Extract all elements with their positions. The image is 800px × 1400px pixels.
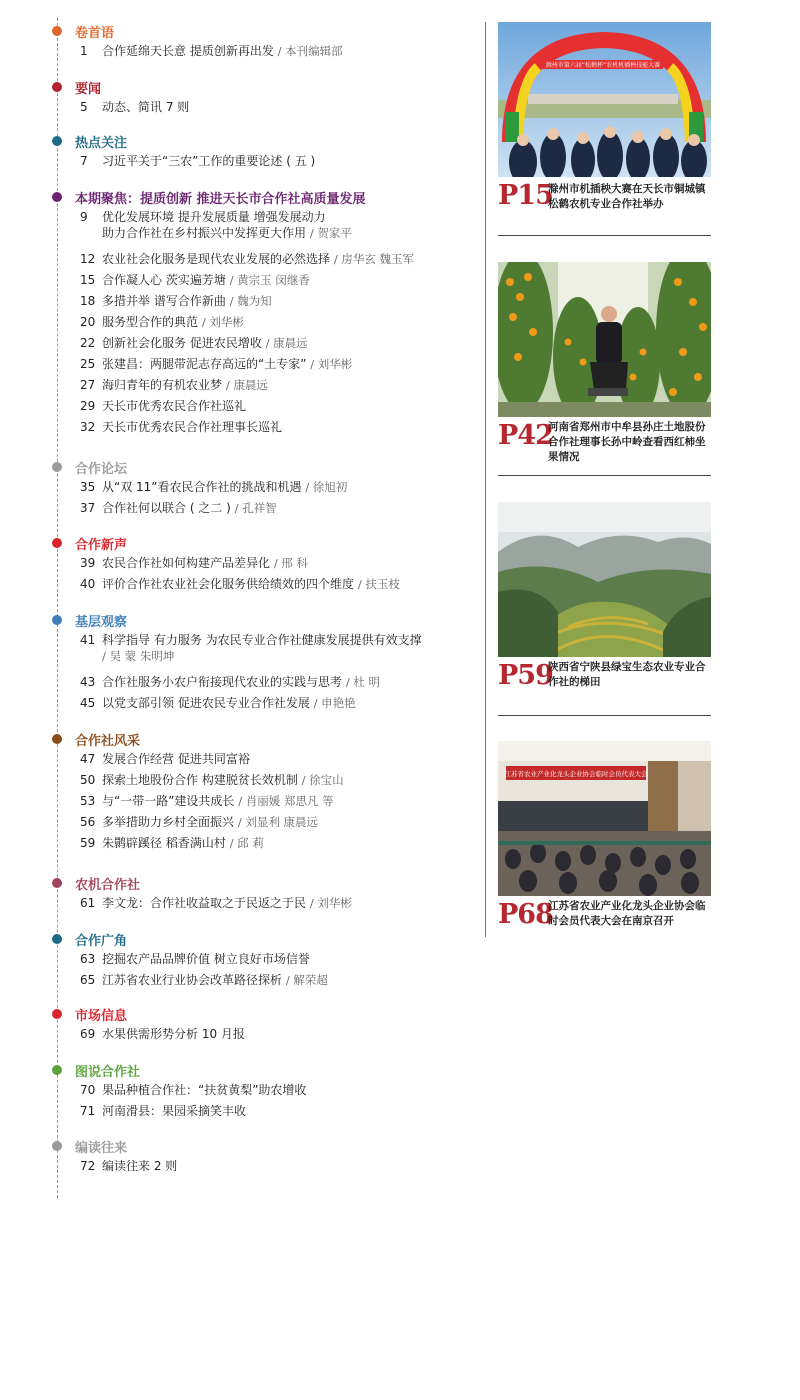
section-title[interactable]: 本期聚焦：提质创新 推进天长市合作社高质量发展 [75,192,366,207]
article-title: 从“双 11”看农民合作社的挑战和机遇 [102,480,302,494]
toc-entry[interactable] [80,335,308,351]
article-author: / 解荣超 [285,973,328,987]
article-title: 科学指导 有力服务 为农民专业合作社健康发展提供有效支撑 [102,633,422,647]
section-title[interactable]: 合作新声 [75,538,128,553]
page-number: 22 [80,336,96,350]
section-title[interactable]: 要闻 [75,82,102,97]
photo-caption: 陕西省宁陕县绿宝生态农业专业合作社的梯田 [548,661,706,688]
page-number: 45 [80,696,96,710]
page-number: 32 [80,420,96,434]
section-dot-icon [52,1141,62,1151]
page-code: P42 [498,420,553,451]
article-author: / 本刊编辑部 [277,44,343,58]
page-number: 61 [80,896,96,910]
toc-entry[interactable] [80,272,310,288]
section-dot-icon [52,934,62,944]
page-number: 47 [80,752,96,766]
article-author: / 徐旭初 [305,480,348,494]
toc-entry[interactable] [80,314,244,330]
page-number: 1 [80,44,88,58]
article-author: / 杜 明 [345,675,381,689]
section-title[interactable]: 编读往来 [75,1141,128,1156]
toc-entry[interactable] [80,951,310,967]
section-dot-icon [52,1009,62,1019]
article-title: 河南滑县：果园采摘笑丰收 [102,1104,247,1118]
article-title: 发展合作经营 促进共同富裕 [102,752,250,766]
article-author: / 邱 莉 [229,836,264,850]
article-title: 合作社服务小农户衔接现代农业的实践与思考 [102,675,343,689]
page-number: 72 [80,1159,96,1173]
toc-entry[interactable] [80,751,250,767]
article-author: / 黄宗玉 闵继香 [229,273,310,287]
section-title[interactable]: 合作广角 [75,934,128,949]
page-number: 43 [80,675,96,689]
toc-entry[interactable] [80,153,315,169]
article-title: 多举措助力乡村全面振兴 [102,815,235,829]
toc-entry[interactable] [80,555,308,571]
article-author: / 康晨远 [225,378,268,392]
article-author: / 刘华彬 [310,357,353,371]
article-author: / 刘显利 康晨远 [237,815,319,829]
page-number: 53 [80,794,96,808]
page-number: 41 [80,633,96,647]
section-title[interactable]: 农机合作社 [75,878,141,893]
section-title[interactable]: 基层观察 [75,615,128,630]
section-title[interactable]: 卷首语 [75,26,115,41]
feature-p59[interactable] [498,502,711,697]
section-title[interactable]: 市场信息 [75,1009,128,1024]
toc-entry[interactable] [80,674,380,690]
page-number: 25 [80,357,96,371]
arch-crowd-photo [498,22,711,177]
article-title: 天长市优秀农民合作社理事长巡礼 [102,420,283,434]
page-number: 5 [80,100,88,114]
page-number: 12 [80,252,96,266]
section-dot-icon [52,462,62,472]
article-author: / 吴 蒙 朱明坤 [102,649,175,663]
toc-entry[interactable] [80,209,352,241]
photo-caption: 河南省郑州市中牟县孙庄土地股份合作社理事长孙中岭查看西红柿坐果情况 [548,421,706,463]
article-title: 与“一带一路”建设共成长 [102,794,235,808]
section-title[interactable]: 热点关注 [75,136,128,151]
article-title: 编读往来 2 则 [102,1159,178,1173]
article-author: / 申艳艳 [313,696,356,710]
photo-caption: 江苏省农业产业化龙头企业协会临时会员代表大会在南京召开 [548,900,706,927]
article-title: 水果供需形势分析 10 月报 [102,1027,245,1041]
toc-entry[interactable] [80,1082,306,1098]
article-title: 海归青年的有机农业梦 [102,378,223,392]
article-title: 合作凝人心 茨实遍芳塘 [102,273,226,287]
toc-entry[interactable] [80,479,347,495]
article-title: 果品种植合作社：“扶贫黄梨”助农增收 [102,1083,307,1097]
toc-entry[interactable] [80,293,272,309]
toc-entry[interactable] [80,377,268,393]
page-number: 7 [80,154,88,168]
page-code: P59 [498,660,553,691]
article-author: / 肖丽媛 郑思凡 等 [238,794,334,808]
article-title: 张建昌：两腿带泥志存高远的“土专家” [102,357,307,371]
toc-entry[interactable] [80,793,334,809]
article-title: 挖掘农产品品牌价值 树立良好市场信誉 [102,952,310,966]
article-author: / 扶玉枝 [357,577,400,591]
page-number: 69 [80,1027,96,1041]
toc-entry[interactable] [80,895,352,911]
toc-entry[interactable] [80,835,264,851]
toc-entry[interactable] [80,398,246,414]
page-number: 56 [80,815,96,829]
feature-p68[interactable] [498,741,711,936]
toc-entry[interactable] [80,1158,177,1174]
article-title: 优化发展环境 提升发展质量 增强发展动力 [102,210,326,224]
article-title: 习近平关于“三农”工作的重要论述 ( 五 ) [102,154,316,168]
column-divider [485,22,486,937]
page-number: 9 [80,210,88,224]
toc-entry[interactable] [80,576,400,592]
page-number: 27 [80,378,96,392]
section-dot-icon [52,878,62,888]
article-title: 天长市优秀农民合作社巡礼 [102,399,247,413]
article-author: / 康晨远 [265,336,308,350]
section-dot-icon [52,82,62,92]
banner-text: 滁州市第六届“松鹤杯”农机机插秧技能大赛 [545,62,661,69]
toc-entry[interactable] [80,1026,245,1042]
article-author: / 徐宝山 [301,773,344,787]
article-title: 服务型合作的典范 [102,315,199,329]
toc-entry[interactable] [80,814,318,830]
section-title[interactable]: 合作社风采 [75,734,141,749]
page-number: 29 [80,399,96,413]
article-author: / 孔祥智 [234,501,277,515]
toc-entry[interactable] [80,632,422,664]
article-author: / 刘华彬 [309,896,352,910]
article-title: 农民合作社如何构建产品差异化 [102,556,271,570]
page-number: 50 [80,773,96,787]
tomato-greenhouse-photo [498,262,711,417]
article-title: 创新社会化服务 促进农民增收 [102,336,262,350]
toc-entry[interactable] [80,419,282,435]
page-number: 65 [80,973,96,987]
article-title: 多措并举 谱写合作新曲 [102,294,226,308]
article-title-continuation: 助力合作社在乡村振兴中发挥更大作用 [102,226,307,240]
feature-p42[interactable] [498,262,711,472]
article-author: / 房华玄 魏玉军 [333,252,415,266]
page-number: 37 [80,501,96,515]
article-title: 江苏省农业行业协会改革路径探析 [102,973,283,987]
toc-entry[interactable] [80,772,344,788]
page-number: 70 [80,1083,96,1097]
article-title: 探索土地股份合作 构建脱贫长效机制 [102,773,298,787]
feature-separator [498,715,711,716]
terrace-landscape-photo [498,502,711,657]
article-author: / 魏为知 [229,294,272,308]
article-title: 评价合作社农业社会化服务供给绩效的四个维度 [102,577,355,591]
page-code: P15 [498,180,553,211]
toc-entry[interactable] [80,1103,246,1119]
page-number: 39 [80,556,96,570]
section-dot-icon [52,192,62,202]
page-number: 15 [80,273,96,287]
article-title: 动态、简讯 7 则 [102,100,190,114]
toc-entry[interactable] [80,695,356,711]
article-author: / 刘华彬 [201,315,244,329]
page-code: P68 [498,899,553,930]
feature-separator [498,235,711,236]
photo-caption: 滁州市机插秧大赛在天长市铜城镇松鹤农机专业合作社举办 [548,183,706,210]
article-title: 合作延绵天长意 提质创新再出发 [102,44,274,58]
page-number: 18 [80,294,96,308]
article-title: 农业社会化服务是现代农业发展的必然选择 [102,252,331,266]
page-number: 35 [80,480,96,494]
toc-entry[interactable] [80,43,343,59]
section-dot-icon [52,26,62,36]
toc-entry[interactable] [80,251,414,267]
toc-entry[interactable] [80,500,277,516]
section-title[interactable]: 图说合作社 [75,1065,141,1080]
feature-p15[interactable] [498,22,711,217]
feature-separator [498,475,711,476]
section-title[interactable]: 合作论坛 [75,462,128,477]
section-dot-icon [52,615,62,625]
article-title: 朱鹮辟蹊径 稻香满山村 [102,836,226,850]
conference-hall-photo [498,741,711,896]
article-title: 以党支部引领 促进农民专业合作社发展 [102,696,310,710]
article-author: / 邢 科 [273,556,309,570]
section-dot-icon [52,734,62,744]
toc-entry[interactable] [80,356,352,372]
page-number: 59 [80,836,96,850]
page-number: 20 [80,315,96,329]
section-dot-icon [52,1065,62,1075]
article-title: 李文龙：合作社收益取之于民返之于民 [102,896,307,910]
article-title: 合作社何以联合 ( 之二 ) [102,501,231,515]
article-author: / 贺家平 [309,226,352,240]
page-number: 71 [80,1104,96,1118]
toc-entry[interactable] [80,99,189,115]
banner-text: 江苏省农业产业化龙头企业协会临时会员代表大会 [504,770,648,778]
section-dot-icon [52,538,62,548]
toc-entry[interactable] [80,972,328,988]
page-number: 40 [80,577,96,591]
page-number: 63 [80,952,96,966]
section-dot-icon [52,136,62,146]
